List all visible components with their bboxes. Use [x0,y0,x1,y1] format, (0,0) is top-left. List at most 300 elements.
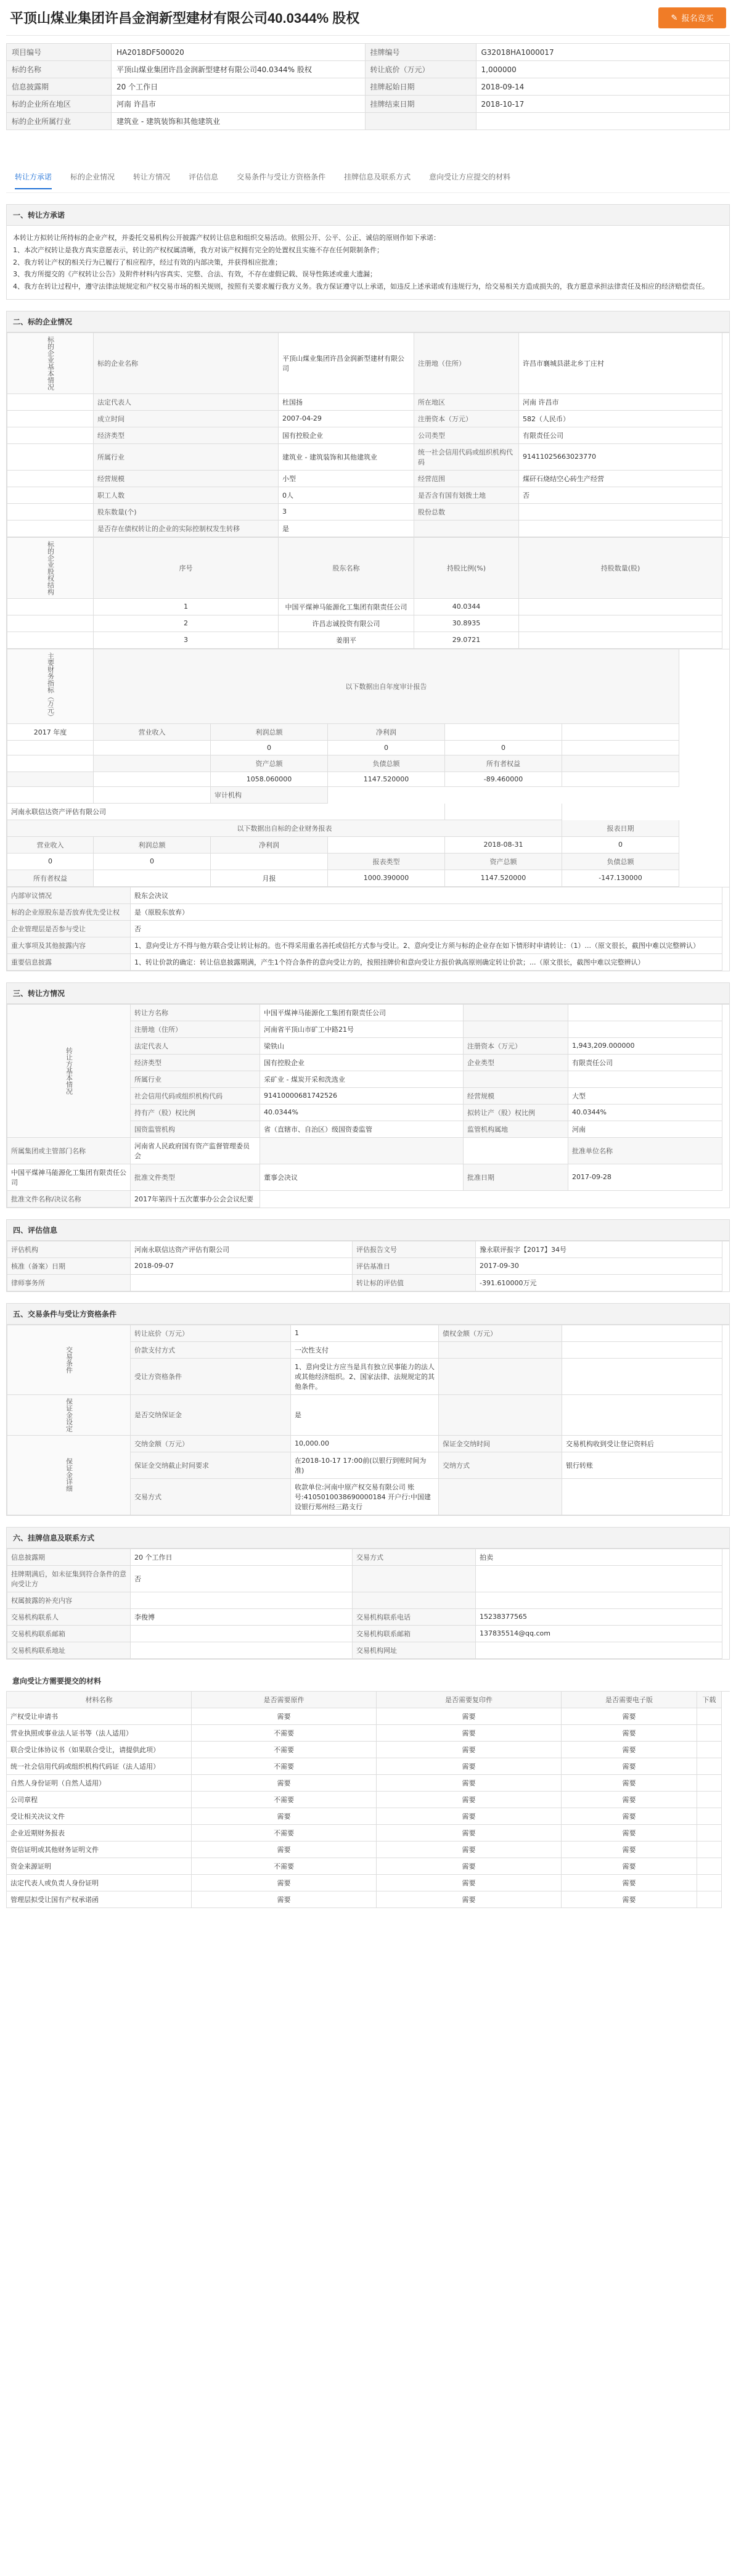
section-evaluation [6,1219,730,1292]
conditions-value: 在2018-10-17 17:00前(以银行到账时间为准) [291,1452,439,1479]
finance-side-label: 主要财务指标（万元） [7,649,94,724]
conditions-value: 收款单位:河南中原产权交易有限公司 账号:4105010038690000184 开户行:中国建设银行郑州经三路支行 [291,1479,439,1515]
materials-cell: 需要 [562,1758,697,1775]
listing-value [131,1592,353,1609]
materials-cell: 需要 [377,1891,562,1908]
spacer-cell [7,615,94,632]
transferor-label: 监管机构属地 [464,1121,568,1138]
guarantee-side-label: 保证金设定 [7,1395,131,1436]
section-title-conditions: 五、交易条件与受让方资格条件 [7,1304,729,1325]
conditions-value [562,1479,722,1515]
target-value: 杜国扬 [279,394,414,411]
transferor-label [464,1005,568,1021]
transferor-label: 注册地（住所） [131,1021,260,1038]
target-value: 否 [519,487,722,504]
target-value: 国有控股企业 [279,427,414,444]
recent-cell: 0 [7,854,94,870]
materials-cell: 受让相关决议文件 [7,1808,192,1825]
extra-label: 重要信息披露 [7,954,131,971]
target-label: 标的企业名称 [94,333,279,394]
evaluation-label: 评估机构 [7,1241,131,1258]
tab-1[interactable]: 标的企业情况 [70,173,115,181]
transferor-value: 40.0344% [568,1105,722,1121]
materials-cell: 需要 [562,1708,697,1725]
materials-cell: 需要 [562,1825,697,1841]
ownership-cell: 30.8935 [414,615,519,632]
materials-cell: 需要 [377,1742,562,1758]
materials-cell: 需要 [562,1891,697,1908]
summary-label: 挂牌编号 [366,44,476,61]
conditions-value: 银行转账 [562,1452,722,1479]
target-value [519,521,722,537]
summary-label: 转让底价（万元） [366,61,476,78]
recent-cell: 1000.390000 [328,870,445,887]
transferor-label [464,1021,568,1038]
conditions-value [562,1359,722,1395]
materials-cell: 营业执照或事业法人证书等（法人适用） [7,1725,192,1742]
finance-header: 净利润 [328,724,445,741]
target-finance-grid [7,649,729,887]
listing-value [131,1642,353,1659]
target-label: 经营规模 [94,471,279,487]
materials-cell: 需要 [562,1875,697,1891]
transferor-label: 经营规模 [464,1088,568,1105]
materials-cell: 公司章程 [7,1792,192,1808]
materials-cell: 需要 [192,1891,377,1908]
conditions-label: 保证金交纳截止时间要求 [131,1452,291,1479]
spacer-cell [211,854,328,870]
target-value [519,504,722,521]
target-label: 所在地区 [414,394,519,411]
materials-cell: 企业近期财务报表 [7,1825,192,1841]
conditions-label: 价款支付方式 [131,1342,291,1359]
finance-cell [7,787,94,804]
spacer-cell [445,804,562,820]
finance-header: 营业收入 [94,724,211,741]
summary-label [366,113,476,130]
materials-grid [6,1691,730,1908]
finance-header: 资产总额 [211,755,328,772]
materials-cell: 法定代表人或负责人身份证明 [7,1875,192,1891]
materials-cell: 需要 [562,1725,697,1742]
target-label: 注册资本（万元） [414,411,519,427]
summary-value: G32018HA1000017 [476,44,730,61]
transferor-value: 省（直辖市、自治区）级国资委监管 [260,1121,464,1138]
tab-0[interactable]: 转让方承诺 [15,171,52,189]
listing-label: 交易机构网址 [353,1642,476,1659]
page-header [6,0,730,36]
evaluation-value: -391.610000万元 [476,1275,722,1291]
target-label: 股份总数 [414,504,519,521]
target-basic-grid [7,332,729,537]
apply-button-label: 报名竞买 [681,14,714,23]
finance-header: 负债总额 [328,755,445,772]
target-label: 股东数量(个) [94,504,279,521]
extra-label: 重大事项及其他披露内容 [7,937,131,954]
tab-2[interactable]: 转让方情况 [133,173,171,181]
spacer-cell [7,487,94,504]
listing-value: 李俊博 [131,1609,353,1626]
materials-cell[interactable] [697,1808,722,1825]
spacer-cell [562,724,679,741]
materials-cell: 需要 [377,1758,562,1775]
recent-cell: -147.130000 [562,870,679,887]
finance-header: 2017 年度 [7,724,94,741]
spacer-cell [328,837,445,854]
recent-cell: 0 [94,854,211,870]
transferor-label: 批准单位名称 [568,1138,722,1164]
materials-cell: 需要 [377,1725,562,1742]
listing-value: 137835514@qq.com [476,1626,722,1642]
finance-cell: 1058.060000 [211,772,328,787]
evaluation-value: 河南永联信达资产评估有限公司 [131,1241,353,1258]
transferor-label: 企业类型 [464,1055,568,1071]
target-value: 河南 许昌市 [519,394,722,411]
materials-cell: 需要 [377,1792,562,1808]
transferor-value: 大型 [568,1088,722,1105]
tab-6[interactable]: 意向受让方应提交的材料 [429,173,511,181]
materials-cell: 资金来源证明 [7,1858,192,1875]
listing-value: 否 [131,1566,353,1592]
section-title-commitment: 一、转让方承诺 [7,205,729,226]
conditions-label [439,1395,562,1436]
finance-header: 所有者权益 [445,755,562,772]
finance-cell: 1147.520000 [328,772,445,787]
materials-cell[interactable] [697,1708,722,1725]
target-ownership-side-label: 标的企业股权结构 [7,538,94,599]
extra-value: 1、转让价款的确定：转让信息披露期满，产生1个符合条件的意向受让方的，按照挂牌价和意向受让方报价孰高原则确定转让价款；...（原文很长，截图中难以完整辨认） [131,954,722,971]
summary-value: 2018-09-14 [476,78,730,96]
finance-cell: 0 [445,741,562,755]
transferor-label: 批准日期 [464,1164,568,1191]
transferor-label: 批准文件类型 [131,1164,260,1191]
recent-header: 所有者权益 [7,870,94,887]
materials-header: 是否需要复印件 [377,1692,562,1708]
materials-cell: 需要 [562,1858,697,1875]
tab-bar [6,161,730,193]
section-title-transferor: 三、转让方情况 [7,983,729,1004]
spacer-cell [94,787,211,804]
ownership-cell: 2 [94,615,279,632]
materials-header: 下载 [697,1692,722,1708]
audit-label: 审计机构 [211,787,328,804]
summary-row [7,96,730,113]
transferor-value: 采矿业 - 煤炭开采和洗选业 [260,1071,464,1088]
transferor-value: 国有控股企业 [260,1055,464,1071]
evaluation-label: 评估报告文号 [353,1241,476,1258]
finance-header [7,772,94,787]
materials-cell[interactable] [697,1875,722,1891]
listing-label: 交易机构联系人 [7,1609,131,1626]
conditions-value: 1 [291,1325,439,1342]
recent-header: 报表日期 [562,820,679,837]
finance-header [94,755,211,772]
summary-row [7,44,730,61]
transferor-label: 所属行业 [131,1071,260,1088]
target-label: 职工人数 [94,487,279,504]
apply-button[interactable] [658,7,726,28]
finance-title-annual: 以下数据出自年度审计报告 [94,649,679,724]
materials-cell: 产权受让申请书 [7,1708,192,1725]
target-label: 经济类型 [94,427,279,444]
transferor-label: 经济类型 [131,1055,260,1071]
conditions-value: 是 [291,1395,439,1436]
section-title-target: 二、标的企业情况 [7,311,729,332]
materials-cell: 需要 [377,1858,562,1875]
conditions-label: 交纳金额（万元） [131,1436,291,1452]
recent-cell: 2018-08-31 [445,837,562,854]
spacer-cell [7,471,94,487]
materials-cell[interactable] [697,1775,722,1792]
recent-header: 净利润 [211,837,328,854]
spacer-cell [445,724,562,741]
target-label: 是否存在债权转让的企业的实际控制权发生转移 [94,521,279,537]
listing-label: 权属披露的补充内容 [7,1592,131,1609]
ownership-header: 持股数量(股) [519,538,722,599]
conditions-value [562,1342,722,1359]
transferor-value [464,1138,568,1164]
section-commitment [6,204,730,300]
transferor-value: 中国平煤神马能源化工集团有限责任公司 [260,1005,464,1021]
materials-cell: 统一社会信用代码或组织机构代码证（法人适用） [7,1758,192,1775]
listing-value [131,1626,353,1642]
transferor-value: 1,943,209.000000 [568,1038,722,1055]
recent-header: 营业收入 [7,837,94,854]
spacer-cell [7,504,94,521]
summary-value: 河南 许昌市 [112,96,366,113]
extra-label: 企业管理层是否参与受让 [7,921,131,937]
materials-cell: 联合受让体协议书（如果联合受让，请提供此项） [7,1742,192,1758]
audit-value: 河南永联信达资产评估有限公司 [7,804,445,820]
transferor-label: 国资监管机构 [131,1121,260,1138]
ownership-cell [519,632,722,649]
materials-header: 是否需要电子版 [562,1692,697,1708]
ownership-cell: 中国平煤神马能源化工集团有限责任公司 [279,599,414,615]
tab-4[interactable]: 交易条件与受让方资格条件 [237,173,326,181]
materials-cell[interactable] [697,1891,722,1908]
materials-cell: 需要 [377,1841,562,1858]
ownership-cell [519,615,722,632]
materials-cell: 不需要 [192,1725,377,1742]
materials-cell: 需要 [562,1808,697,1825]
transferor-side-label: 转让方基本情况 [7,1005,131,1138]
summary-row [7,113,730,130]
materials-cell: 需要 [377,1825,562,1841]
listing-label [353,1592,476,1609]
recent-cell: 0 [562,837,679,854]
materials-cell: 需要 [192,1841,377,1858]
conditions-label: 交纳方式 [439,1452,562,1479]
summary-value: HA2018DF500020 [112,44,366,61]
ownership-cell [519,599,722,615]
evaluation-label: 律师事务所 [7,1275,131,1291]
target-label: 所属行业 [94,444,279,471]
summary-label: 标的企业所属行业 [7,113,112,130]
materials-cell: 资信证明或其他财务证明文件 [7,1841,192,1858]
target-label: 公司类型 [414,427,519,444]
evaluation-label: 转让标的评估值 [353,1275,476,1291]
conditions-label: 转让底价（万元） [131,1325,291,1342]
target-value: 是 [279,521,414,537]
materials-cell: 自然人身份证明（自然人适用） [7,1775,192,1792]
ownership-header: 持股比例(%) [414,538,519,599]
section-target-company [6,311,730,971]
transferor-value [568,1021,722,1038]
target-label: 经营范围 [414,471,519,487]
ownership-cell: 40.0344 [414,599,519,615]
materials-cell[interactable] [697,1742,722,1758]
transferor-value: 有限责任公司 [568,1055,722,1071]
listing-label: 信息披露期 [7,1549,131,1566]
summary-label: 标的名称 [7,61,112,78]
transferor-value: 河南省人民政府国有资产监督管理委员会 [131,1138,260,1164]
summary-label: 信息披露期 [7,78,112,96]
materials-header: 材料名称 [7,1692,192,1708]
transferor-value: 梁铁山 [260,1038,464,1055]
finance-cell [94,772,211,787]
summary-value: 建筑业 - 建筑装饰和其他建筑业 [112,113,366,130]
target-value: 煤矸石烧结空心砖生产经营 [519,471,722,487]
summary-label: 挂牌结束日期 [366,96,476,113]
materials-cell[interactable] [697,1825,722,1841]
target-value: 建筑业 - 建筑装饰和其他建筑业 [279,444,414,471]
target-ownership-grid [7,537,729,649]
conditions-label: 是否交纳保证金 [131,1395,291,1436]
transferor-value: 董事会决议 [260,1164,464,1191]
materials-header: 是否需要原件 [192,1692,377,1708]
target-value: 3 [279,504,414,521]
page-title: 平顶山煤业集团许昌金润新型建材有限公司40.0344% 股权 [10,10,360,26]
summary-value: 平顶山煤业集团许昌金润新型建材有限公司40.0344% 股权 [112,61,366,78]
extra-label: 标的企业原股东是否放弃优先受让权 [7,904,131,921]
listing-label: 交易机构联系地址 [7,1642,131,1659]
transferor-value: 40.0344% [260,1105,464,1121]
conditions-label [439,1479,562,1515]
target-label: 统一社会信用代码或组织机构代码 [414,444,519,471]
ownership-cell: 3 [94,632,279,649]
recent-header: 负债总额 [562,854,679,870]
materials-cell[interactable] [697,1758,722,1775]
materials-cell: 需要 [562,1775,697,1792]
transferor-value: 2017-09-28 [568,1164,722,1191]
summary-value: 1,000000 [476,61,730,78]
transferor-label: 所属集团或主管部门名称 [7,1138,131,1164]
conditions-label: 交易方式 [131,1479,291,1515]
materials-cell: 需要 [562,1841,697,1858]
listing-label: 交易机构联系邮箱 [7,1626,131,1642]
summary-row [7,61,730,78]
tab-3[interactable]: 评估信息 [189,173,219,181]
spacer-cell [7,632,94,649]
target-value: 91411025663023770 [519,444,722,471]
evaluation-value [131,1275,353,1291]
section-transferor [6,982,730,1208]
finance-title-recent: 以下数据出自标的企业财务报表 [7,820,562,837]
materials-cell: 管理层拟受让国有产权承诺函 [7,1891,192,1908]
spacer-cell [7,599,94,615]
finance-cell [562,772,679,787]
transferor-value: 2017年第四十五次董事办公会会议纪要 [131,1191,260,1208]
extra-value: 1、意向受让方不得与他方联合受让转让标的。也不得采用重名善托或信托方式参与受让。2、意向受让方须与标的企业存在如下情形时申请转让：（1）...（原文很长，截图中难以完整辨认） [131,937,722,954]
materials-cell: 不需要 [192,1742,377,1758]
tab-5[interactable]: 挂牌信息及联系方式 [344,173,411,181]
conditions-label [439,1359,562,1395]
extra-value: 否 [131,921,722,937]
section-conditions [6,1303,730,1516]
recent-cell: 1147.520000 [445,870,562,887]
summary-value [476,113,730,130]
summary-label: 挂牌起始日期 [366,78,476,96]
target-label: 法定代表人 [94,394,279,411]
materials-cell: 不需要 [192,1792,377,1808]
listing-label: 挂牌期满后，如未征集到符合条件的意向受让方 [7,1566,131,1592]
listing-value [476,1566,722,1592]
spacer-cell [7,521,94,537]
materials-title: 意向受让方需要提交的材料 [12,1676,102,1685]
listing-label [353,1566,476,1592]
transferor-value: 河南 [568,1121,722,1138]
transferor-label: 法定代表人 [131,1038,260,1055]
transferor-label: 拟转让产（股）权比例 [464,1105,568,1121]
finance-cell [94,741,211,755]
listing-value [476,1592,722,1609]
target-extra-grid [7,887,729,971]
materials-cell: 需要 [192,1708,377,1725]
conditions-value: 一次性支付 [291,1342,439,1359]
ownership-cell: 许昌志诚投资有限公司 [279,615,414,632]
materials-cell: 需要 [377,1808,562,1825]
extra-value: 股东会决议 [131,887,722,904]
spacer-cell [7,427,94,444]
target-label: 是否含有国有划拨土地 [414,487,519,504]
finance-cell: 0 [211,741,328,755]
materials-cell[interactable] [697,1858,722,1875]
spacer-cell [7,394,94,411]
finance-cell [562,741,679,755]
ownership-cell: 姜朋平 [279,632,414,649]
materials-cell: 需要 [562,1792,697,1808]
summary-value: 2018-10-17 [476,96,730,113]
spacer-cell [94,870,211,887]
target-value: 582（人民币） [519,411,722,427]
extra-label: 内部审议情况 [7,887,131,904]
evaluation-value: 2018-09-07 [131,1258,353,1275]
listing-value [476,1642,722,1659]
listing-label: 交易机构联系电话 [353,1609,476,1626]
materials-cell[interactable] [697,1792,722,1808]
target-value: 小型 [279,471,414,487]
materials-cell: 需要 [192,1775,377,1792]
transferor-value [568,1005,722,1021]
transferor-label [464,1071,568,1088]
spacer-cell [7,444,94,471]
conditions-side-label: 交易条件 [7,1325,131,1395]
summary-row [7,78,730,96]
evaluation-label: 核准（备案）日期 [7,1258,131,1275]
materials-cell[interactable] [697,1841,722,1858]
target-value: 许昌市襄城县湛北乡丁庄村 [519,333,722,394]
transferor-label: 批准文件名称/决议名称 [7,1191,131,1208]
materials-cell: 需要 [562,1742,697,1758]
conditions-value [562,1325,722,1342]
materials-cell[interactable] [697,1725,722,1742]
finance-header: 利润总额 [211,724,328,741]
finance-cell [7,755,94,772]
listing-label: 交易方式 [353,1549,476,1566]
listing-grid [7,1549,729,1659]
extra-value: 是（原股东放弃） [131,904,722,921]
recent-header: 资产总额 [445,854,562,870]
